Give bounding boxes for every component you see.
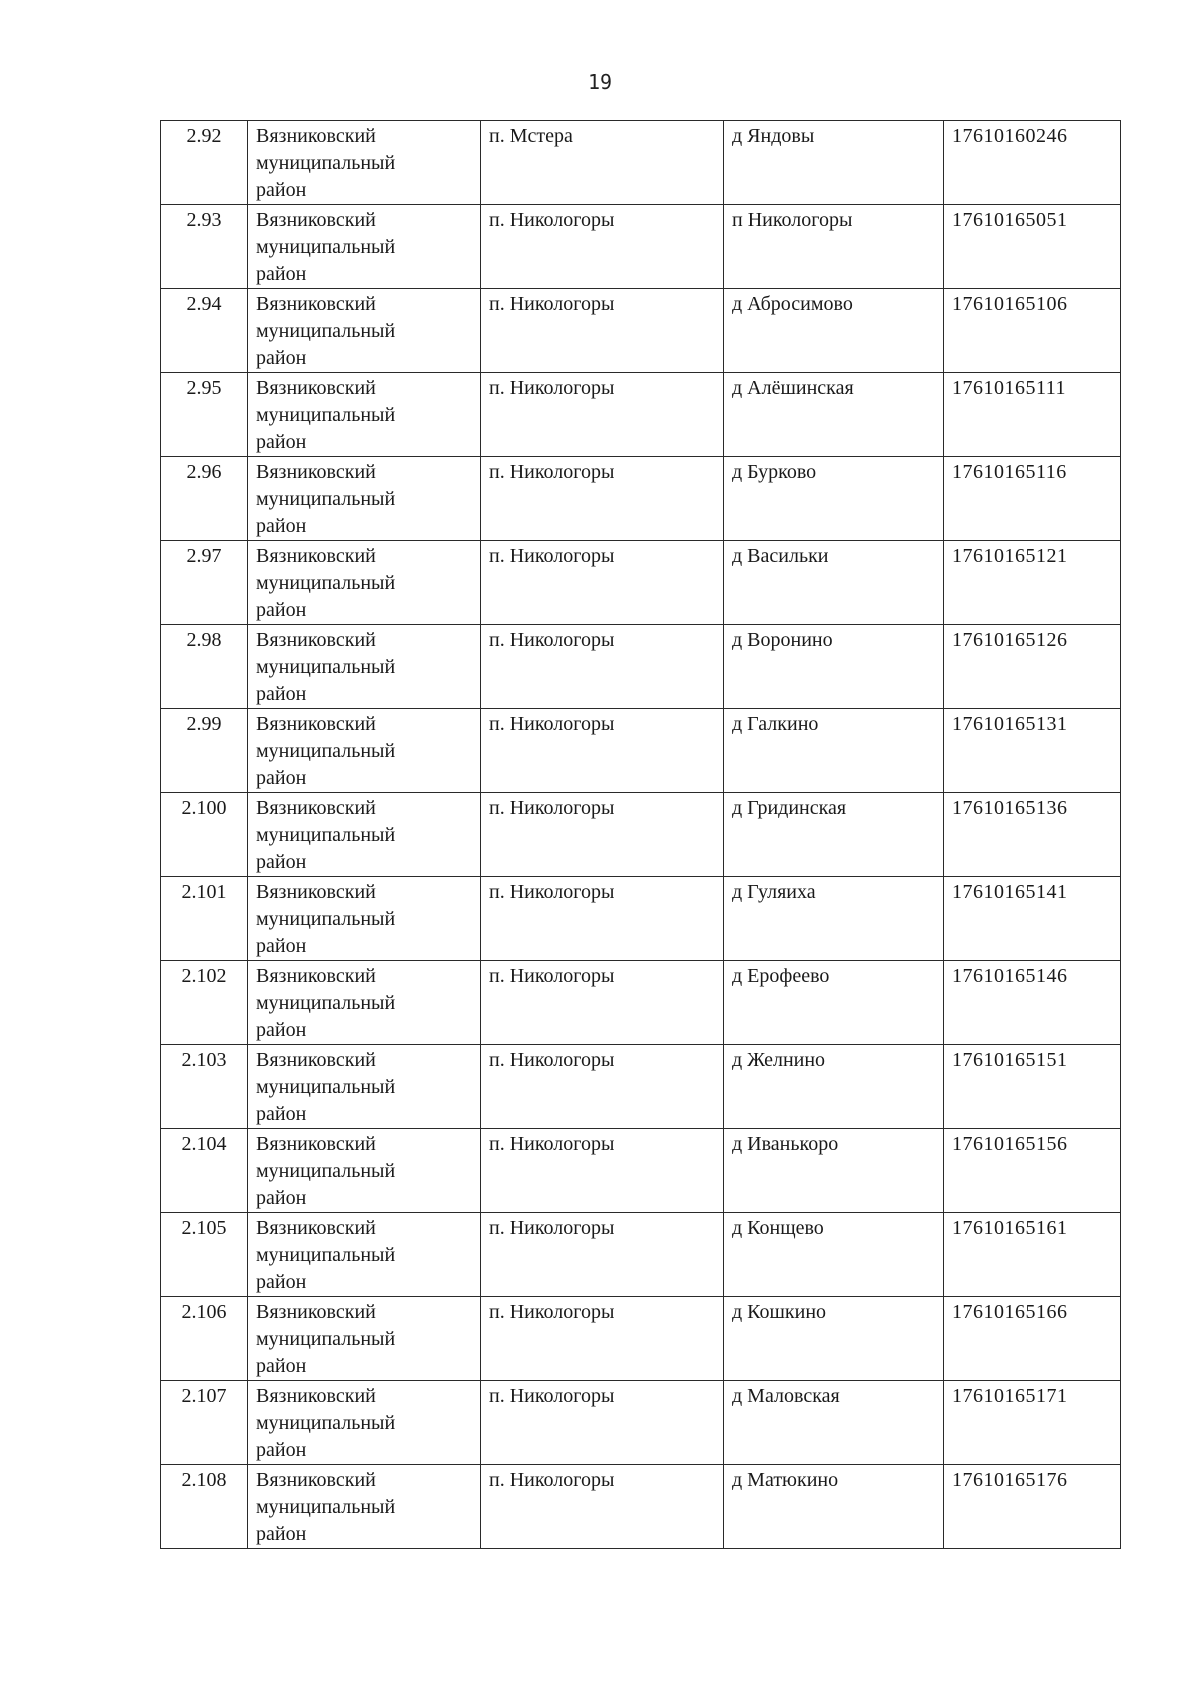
row-number-cell: 2.106	[161, 1297, 248, 1381]
district-cell	[248, 877, 481, 961]
district-line: муниципальный	[256, 152, 396, 174]
table-row	[161, 1129, 1121, 1213]
row-number-cell: 2.94	[161, 289, 248, 373]
oktmo-code-cell: 17610165126	[944, 625, 1121, 709]
district-line: район	[256, 431, 307, 453]
settlement-cell: п. Никологоры	[481, 625, 724, 709]
district-line: район	[256, 179, 307, 201]
table-row	[161, 1297, 1121, 1381]
row-number-cell: 2.99	[161, 709, 248, 793]
district-line: Вязниковский	[256, 1217, 376, 1239]
locality-cell: д Конщево	[724, 1213, 944, 1297]
district-cell	[248, 625, 481, 709]
district-cell	[248, 1045, 481, 1129]
settlement-cell: п. Никологоры	[481, 457, 724, 541]
oktmo-code-cell: 17610165156	[944, 1129, 1121, 1213]
district-line: муниципальный	[256, 1076, 396, 1098]
oktmo-code-cell: 17610165141	[944, 877, 1121, 961]
district-line: район	[256, 1271, 307, 1293]
table-body	[161, 121, 1121, 1549]
district-line: район	[256, 935, 307, 957]
oktmo-code-cell: 17610165176	[944, 1465, 1121, 1549]
district-line: муниципальный	[256, 320, 396, 342]
district-line: муниципальный	[256, 488, 396, 510]
oktmo-code-cell: 17610165151	[944, 1045, 1121, 1129]
row-number-cell: 2.92	[161, 121, 248, 205]
table-row	[161, 793, 1121, 877]
district-line: Вязниковский	[256, 293, 376, 315]
settlement-cell: п. Никологоры	[481, 877, 724, 961]
oktmo-code-cell: 17610165111	[944, 373, 1121, 457]
table-row	[161, 1465, 1121, 1549]
oktmo-code-cell: 17610165146	[944, 961, 1121, 1045]
district-line: район	[256, 1103, 307, 1125]
oktmo-code-cell: 17610165116	[944, 457, 1121, 541]
district-line: район	[256, 1019, 307, 1041]
district-cell	[248, 457, 481, 541]
district-line: Вязниковский	[256, 797, 376, 819]
district-line: Вязниковский	[256, 1133, 376, 1155]
district-line: муниципальный	[256, 1244, 396, 1266]
district-line: муниципальный	[256, 1412, 396, 1434]
table-row	[161, 961, 1121, 1045]
row-number-cell: 2.108	[161, 1465, 248, 1549]
page-number: 19	[587, 70, 613, 94]
district-line: Вязниковский	[256, 1049, 376, 1071]
locality-cell: д Галкино	[724, 709, 944, 793]
settlement-cell: п. Никологоры	[481, 793, 724, 877]
settlement-cell: п. Никологоры	[481, 1213, 724, 1297]
table-row	[161, 1213, 1121, 1297]
district-line: Вязниковский	[256, 125, 376, 147]
settlement-cell: п. Никологоры	[481, 1129, 724, 1213]
row-number-cell: 2.95	[161, 373, 248, 457]
locality-cell: д Ерофеево	[724, 961, 944, 1045]
district-line: муниципальный	[256, 740, 396, 762]
district-line: муниципальный	[256, 572, 396, 594]
settlement-cell: п. Никологоры	[481, 709, 724, 793]
settlement-cell: п. Никологоры	[481, 289, 724, 373]
district-line: муниципальный	[256, 1496, 396, 1518]
district-line: район	[256, 1523, 307, 1545]
district-cell	[248, 709, 481, 793]
district-cell	[248, 1297, 481, 1381]
oktmo-code-cell: 17610165121	[944, 541, 1121, 625]
district-cell	[248, 541, 481, 625]
locality-cell: п Никологоры	[724, 205, 944, 289]
district-line: район	[256, 599, 307, 621]
row-number-cell: 2.97	[161, 541, 248, 625]
row-number-cell: 2.100	[161, 793, 248, 877]
district-line: район	[256, 1187, 307, 1209]
district-line: район	[256, 851, 307, 873]
district-line: район	[256, 1439, 307, 1461]
oktmo-code-cell: 17610165136	[944, 793, 1121, 877]
table-row	[161, 205, 1121, 289]
settlements-table	[160, 120, 1121, 1549]
district-line: Вязниковский	[256, 545, 376, 567]
district-line: Вязниковский	[256, 461, 376, 483]
settlement-cell: п. Никологоры	[481, 961, 724, 1045]
oktmo-code-cell: 17610165051	[944, 205, 1121, 289]
district-cell	[248, 289, 481, 373]
district-line: Вязниковский	[256, 377, 376, 399]
settlement-cell: п. Никологоры	[481, 205, 724, 289]
locality-cell: д Кошкино	[724, 1297, 944, 1381]
row-number-cell: 2.105	[161, 1213, 248, 1297]
district-cell	[248, 1213, 481, 1297]
row-number-cell: 2.101	[161, 877, 248, 961]
district-line: Вязниковский	[256, 881, 376, 903]
district-cell	[248, 205, 481, 289]
district-line: район	[256, 683, 307, 705]
settlement-cell: п. Никологоры	[481, 1045, 724, 1129]
locality-cell: д Воронино	[724, 625, 944, 709]
settlement-cell: п. Никологоры	[481, 541, 724, 625]
district-line: муниципальный	[256, 1160, 396, 1182]
locality-cell: д Абросимово	[724, 289, 944, 373]
district-line: муниципальный	[256, 236, 396, 258]
district-line: район	[256, 515, 307, 537]
oktmo-code-cell: 17610165171	[944, 1381, 1121, 1465]
table-row	[161, 709, 1121, 793]
district-cell	[248, 793, 481, 877]
district-cell	[248, 373, 481, 457]
district-cell	[248, 1465, 481, 1549]
table-row	[161, 541, 1121, 625]
district-cell	[248, 1129, 481, 1213]
settlement-cell: п. Никологоры	[481, 373, 724, 457]
oktmo-code-cell: 17610160246	[944, 121, 1121, 205]
oktmo-code-cell: 17610165106	[944, 289, 1121, 373]
district-line: район	[256, 767, 307, 789]
district-cell	[248, 1381, 481, 1465]
oktmo-code-cell: 17610165131	[944, 709, 1121, 793]
district-line: муниципальный	[256, 1328, 396, 1350]
locality-cell: д Васильки	[724, 541, 944, 625]
district-line: муниципальный	[256, 992, 396, 1014]
district-line: муниципальный	[256, 824, 396, 846]
table-row	[161, 289, 1121, 373]
table-row	[161, 373, 1121, 457]
row-number-cell: 2.102	[161, 961, 248, 1045]
row-number-cell: 2.96	[161, 457, 248, 541]
district-line: район	[256, 263, 307, 285]
row-number-cell: 2.93	[161, 205, 248, 289]
table-row	[161, 1045, 1121, 1129]
district-line: Вязниковский	[256, 209, 376, 231]
table-row	[161, 877, 1121, 961]
district-line: Вязниковский	[256, 965, 376, 987]
locality-cell: д Гуляиха	[724, 877, 944, 961]
locality-cell: д Маловская	[724, 1381, 944, 1465]
district-line: район	[256, 347, 307, 369]
table-row	[161, 121, 1121, 205]
district-line: муниципальный	[256, 404, 396, 426]
row-number-cell: 2.103	[161, 1045, 248, 1129]
locality-cell: д Алёшинская	[724, 373, 944, 457]
district-line: муниципальный	[256, 656, 396, 678]
table-row	[161, 457, 1121, 541]
district-line: Вязниковский	[256, 1301, 376, 1323]
locality-cell: д Гридинская	[724, 793, 944, 877]
row-number-cell: 2.107	[161, 1381, 248, 1465]
district-line: Вязниковский	[256, 713, 376, 735]
settlement-cell: п. Мстера	[481, 121, 724, 205]
settlement-cell: п. Никологоры	[481, 1465, 724, 1549]
district-line: Вязниковский	[256, 629, 376, 651]
oktmo-code-cell: 17610165166	[944, 1297, 1121, 1381]
district-line: муниципальный	[256, 908, 396, 930]
district-line: Вязниковский	[256, 1469, 376, 1491]
oktmo-code-cell: 17610165161	[944, 1213, 1121, 1297]
table-row	[161, 625, 1121, 709]
district-cell	[248, 961, 481, 1045]
settlement-cell: п. Никологоры	[481, 1381, 724, 1465]
locality-cell: д Желнино	[724, 1045, 944, 1129]
district-cell	[248, 121, 481, 205]
district-line: район	[256, 1355, 307, 1377]
locality-cell: д Матюкино	[724, 1465, 944, 1549]
row-number-cell: 2.98	[161, 625, 248, 709]
row-number-cell: 2.104	[161, 1129, 248, 1213]
district-line: Вязниковский	[256, 1385, 376, 1407]
table-row	[161, 1381, 1121, 1465]
locality-cell: д Бурково	[724, 457, 944, 541]
locality-cell: д Яндовы	[724, 121, 944, 205]
settlement-cell: п. Никологоры	[481, 1297, 724, 1381]
locality-cell: д Иванькоро	[724, 1129, 944, 1213]
